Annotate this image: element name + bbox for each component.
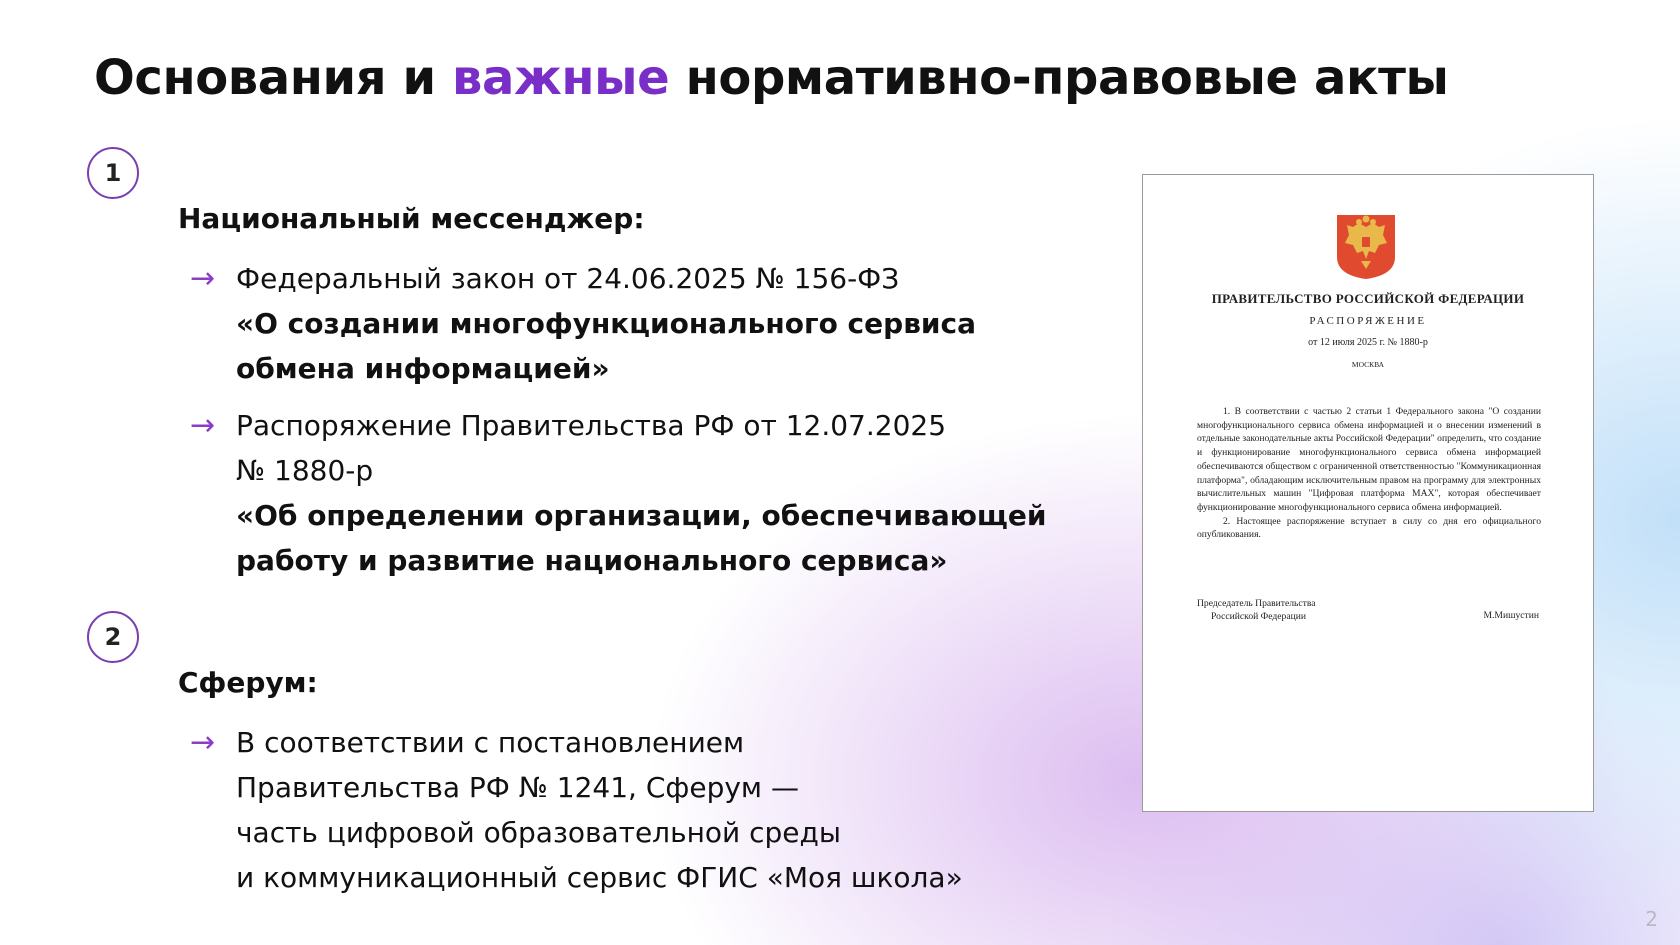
order-title-line: «Об определении организации, обеспечивающей xyxy=(236,499,1047,532)
arrow-right-icon: → xyxy=(190,725,216,760)
law-reference: Федеральный закон от 24.06.2025 № 156-ФЗ xyxy=(236,262,900,295)
title-part-1: Основания и xyxy=(94,50,453,106)
sferum-text-line: и коммуникационный сервис ФГИС «Моя школа» xyxy=(236,861,963,894)
title-accent-word: важные xyxy=(452,50,670,106)
document-paragraph: 1. В соответствии с частью 2 статьи 1 Федерального закона "О создании многофункционального сервиса обмена информацией и о внесении изменений в отдельные законодательные акты Российской Федерации" определить, что создание и функционирование многофункционального сервиса обмена информацией обеспечиваются обществом с ограниченной ответственностью "Коммуникационная платформа", обладающим исключительным правом на программу для электронных вычислительных машин "Цифровая платформа MAX", которая обеспечивает функционирование многофункционального сервиса обмена информацией. xyxy=(1197,406,1541,513)
law-title-line: «О создании многофункционального сервиса xyxy=(236,307,977,340)
document-kind: РАСПОРЯЖЕНИЕ xyxy=(1309,315,1427,327)
section-heading-messenger: Национальный мессенджер: xyxy=(178,202,645,235)
list-item-text xyxy=(236,256,1056,391)
section-number-badge: 2 xyxy=(87,611,139,663)
order-title-line: работу и развитие национального сервиса» xyxy=(236,544,948,577)
signer-title xyxy=(1197,597,1316,623)
list-item-text xyxy=(236,403,1056,583)
section-heading-sferum: Сферум: xyxy=(178,666,318,699)
document-city: МОСКВА xyxy=(1351,360,1385,369)
sferum-text-line: В соответствии с постановлением xyxy=(236,726,745,759)
arrow-right-icon: → xyxy=(190,261,216,296)
list-item-text xyxy=(236,720,1056,900)
signer-title-line: Российской Федерации xyxy=(1211,611,1306,622)
section-number-badge: 1 xyxy=(87,147,139,199)
arrow-right-icon: → xyxy=(190,408,216,443)
law-title-line: обмена информацией» xyxy=(236,352,610,385)
order-number: № 1880-р xyxy=(236,454,374,487)
title-part-2: нормативно-правовые акты xyxy=(669,50,1449,106)
sferum-text-line: Правительства РФ № 1241, Сферум — xyxy=(236,771,799,804)
government-order-document xyxy=(1142,174,1594,812)
document-issuer: ПРАВИТЕЛЬСТВО РОССИЙСКОЙ ФЕДЕРАЦИИ xyxy=(1211,291,1525,306)
page-number: 2 xyxy=(1645,907,1658,931)
signer-name: М.Мишустин xyxy=(1483,610,1539,621)
signer-title-line: Председатель Правительства xyxy=(1197,598,1316,609)
sferum-text-line: часть цифровой образовательной среды xyxy=(236,816,841,849)
slide-title xyxy=(94,50,1449,106)
russian-coat-of-arms-icon xyxy=(1335,213,1397,281)
document-date: от 12 июля 2025 г. № 1880-р xyxy=(1308,337,1428,348)
order-reference: Распоряжение Правительства РФ от 12.07.2025 xyxy=(236,409,947,442)
document-body xyxy=(1197,405,1541,542)
document-paragraph: 2. Настоящее распоряжение вступает в силу со дня его официального опубликования. xyxy=(1197,515,1541,541)
